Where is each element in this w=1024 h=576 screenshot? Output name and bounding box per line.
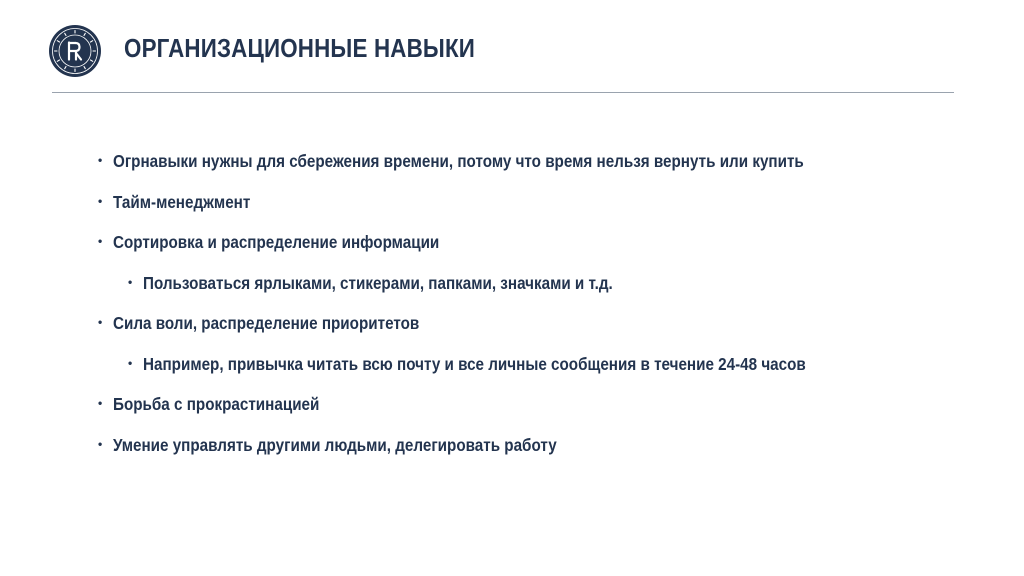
bullet-dot-icon: • bbox=[98, 153, 103, 167]
bullet-text: Например, привычка читать всю почту и все личные сообщения в течение 24-48 часов bbox=[143, 353, 806, 374]
bullet-item bbox=[98, 146, 907, 187]
bullet-dot-icon: • bbox=[98, 436, 103, 451]
bullet-dot-icon: • bbox=[98, 396, 103, 410]
title-divider bbox=[52, 92, 954, 93]
bullet-text: Борьба с прокрастинацией bbox=[113, 394, 320, 414]
bullet-dot-icon: • bbox=[128, 274, 133, 289]
bullet-dot-icon: • bbox=[98, 315, 103, 329]
sub-bullet-item bbox=[98, 268, 907, 309]
bullet-dot-icon: • bbox=[98, 234, 103, 248]
bullet-dot-icon: • bbox=[128, 355, 133, 370]
slide-title: ОРГАНИЗАЦИОННЫЕ НАВЫКИ bbox=[124, 33, 476, 63]
bullet-item bbox=[98, 187, 907, 228]
bullet-text: Тайм-менеджмент bbox=[113, 191, 251, 212]
bullet-item bbox=[98, 308, 907, 349]
bullet-text: Умение управлять другими людьми, делегировать работу bbox=[113, 434, 557, 455]
bullet-item bbox=[98, 389, 907, 430]
bullet-text: Сортировка и распределение информации bbox=[113, 232, 440, 252]
bullet-item bbox=[98, 227, 907, 268]
bullet-item bbox=[98, 430, 907, 471]
bullet-dot-icon: • bbox=[98, 193, 103, 208]
bullet-text: Сила воли, распределение приоритетов bbox=[113, 313, 420, 333]
hse-university-seal-icon bbox=[48, 24, 102, 78]
bullet-text: Пользоваться ярлыками, стикерами, папками, значками и т.д. bbox=[143, 272, 613, 293]
bullet-text: Огрнавыки нужны для сбережения времени, потому что время нельзя вернуть или купить bbox=[113, 151, 804, 171]
sub-bullet-item bbox=[98, 349, 907, 390]
bullet-list bbox=[98, 146, 907, 470]
